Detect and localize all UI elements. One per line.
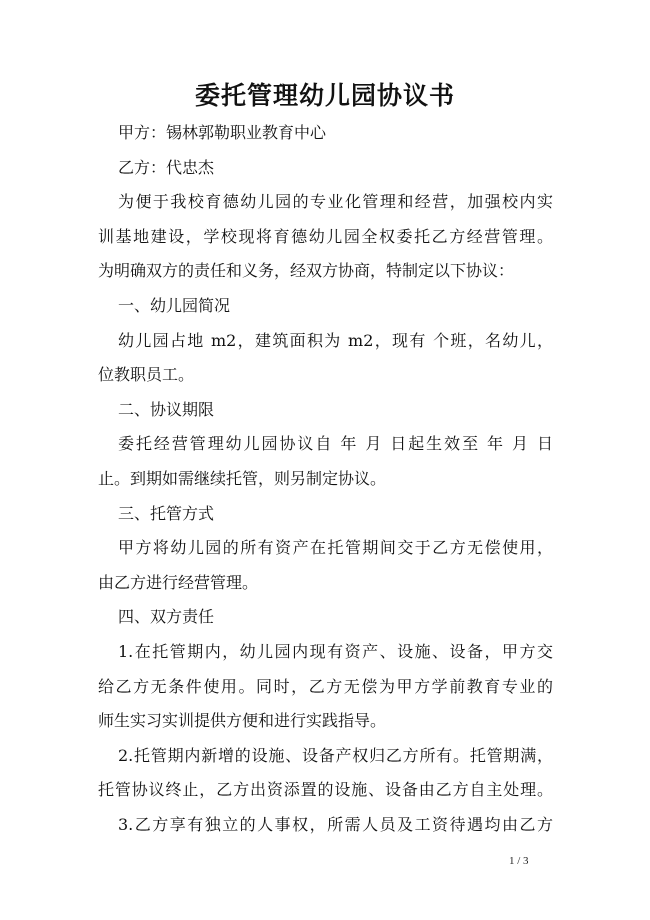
paragraph-line: 位教职员工。 (98, 365, 195, 385)
party-b-line: 乙方：代忠杰 (118, 157, 215, 177)
paragraph-line: 幼儿园占地 m2，建筑面积为 m2，现有 个班，名幼儿， (118, 330, 553, 350)
document-body (98, 116, 553, 842)
paragraph-line: 为便于我校育德幼儿园的专业化管理和经营，加强校内实 (118, 192, 553, 212)
section-heading-kindergarten-overview: 一、幼儿园简况 (118, 295, 231, 315)
paragraph-line: 委托经营管理幼儿园协议自 年 月 日起生效至 年 月 日 (118, 434, 553, 454)
section-heading-agreement-term: 二、协议期限 (118, 399, 215, 419)
paragraph-line: 止。到期如需继续托管，则另制定协议。 (98, 468, 387, 488)
party-a-line: 甲方：锡林郭勒职业教育中心 (118, 123, 327, 142)
paragraph-line: 给乙方无条件使用。同时，乙方无偿为甲方学前教育专业的 (98, 676, 553, 696)
paragraph-line: 甲方将幼儿园的所有资产在托管期间交于乙方无偿使用， (118, 538, 553, 558)
paragraph-line: 训基地建设，学校现将育德幼儿园全权委托乙方经营管理。 (98, 226, 553, 246)
paragraph-line: 3.乙方享有独立的人事权，所需人员及工资待遇均由乙方 (118, 814, 553, 834)
page-number: 1 / 3 (509, 855, 529, 867)
section-heading-trust-method: 三、托管方式 (118, 503, 215, 523)
section-heading-responsibilities: 四、双方责任 (118, 607, 215, 627)
paragraph-line: 托管协议终止，乙方出资添置的设施、设备由乙方自主处理。 (98, 780, 553, 800)
paragraph-line: 2.托管期内新增的设施、设备产权归乙方所有。托管期满， (118, 745, 553, 765)
paragraph-line: 由乙方进行经营管理。 (98, 572, 259, 592)
paragraph-line: 1.在托管期内，幼儿园内现有资产、设施、设备，甲方交 (118, 641, 553, 661)
document-title: 委托管理幼儿园协议书 (194, 81, 455, 110)
paragraph-line: 为明确双方的责任和义务，经双方协商，特制定以下协议： (98, 261, 515, 281)
paragraph-line: 师生实习实训提供方便和进行实践指导。 (98, 711, 387, 731)
